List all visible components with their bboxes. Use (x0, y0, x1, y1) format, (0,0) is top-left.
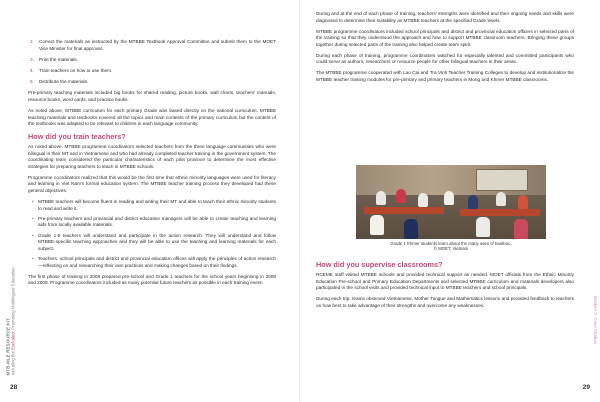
page-number-left: 28 (10, 384, 18, 391)
step-item: 4. Train teachers on how to use them. (30, 67, 113, 73)
bullet-item: • Pre-primary teachers and provincial and district education managers will be able to create teaching and learning aids from locally available materials. (34, 216, 276, 229)
bullet-item: • Grade 1-5 teachers will understand and participate in the action research. They will understand and follow MTBBE-specific teaching approaches and they will be able to use the teaching and learning materials for each subject. (34, 233, 276, 253)
objectives-bullet-list (28, 199, 276, 269)
section-heading-train-teachers: How did you train teachers? (28, 132, 126, 142)
right-running-title: Booklet 3: Case Studies (593, 296, 598, 345)
body-paragraph: MTBBE programme coordinators included school principals and district and provincial education officers in selected parts of the training so that they understood the approach and how to support MTBBE classroom teachers. Bringing these groups together during selected parts of the training also helped create team spirit. (316, 28, 574, 47)
classroom-photo (356, 165, 546, 239)
body-paragraph: Pre-primary teaching materials included big books for shared reading, picture books, wall charts, teachers' manuals, resource books, word cards, and practice books. (28, 90, 276, 102)
left-running-title (2, 247, 16, 375)
resource-kit-title: MTB-MLE RESOURCE KIT (5, 317, 11, 375)
body-paragraph: As noted above, MTBBE curriculum for each primary Grade was based directly on the national curriculum. MTBBE teaching materials and textbooks covered all the topics and main contents of the primary curriculum but the content of the textbooks was adapted to be relevant to children in each language community. (28, 107, 276, 127)
body-paragraph: The MTBBE programme cooperated with Lao Cai and Tra Vinh Teacher Training Colleges to develop and institutionalize the MTBBE teacher training modules for pre-primary and primary teachers in Mong and Khmer MTBBE classrooms. (316, 70, 574, 82)
photo-credit: © MOET, Vietnam (433, 246, 469, 252)
body-paragraph: During each trip, teams observed Vietnamese, Mother Tongue and Mathematics lessons and provided feedback to teachers on how best to take advantage of their strengths and overcome any weaknesses. (316, 296, 574, 308)
step-item: 5. Distribute the materials. (30, 79, 89, 85)
resource-kit-subtitle: Including the Excluded: Promoting Multilingual Education (10, 266, 16, 375)
body-paragraph: RCEME staff visited MTBBE schools and provided technical support as needed. MOET officials from the Ethnic Minority Education Pre-school and Primary Education Departments and selected MTBBE curriculum and materials developers also participated in the school visits and provided technical input to MTBBE teachers and school principals. (316, 272, 574, 291)
step-item: 2. Correct the materials as instructed by the MTBBE Textbook Approval Committee and submit them to the MOET Vice Minister for final approval. (30, 39, 276, 51)
process-steps-list (28, 39, 276, 86)
step-item: 3. Print the materials. (30, 56, 79, 62)
bullet-item: • Teachers, school principals and district and provincial education offices will apply the principles of action research—reflecting on and researching their own practices and making changes based on their findings. (34, 256, 276, 269)
bullet-item: • MTBBE teachers will become fluent in reading and writing their MT and able to teach their ethnic minority students to read and write it. (34, 199, 276, 212)
left-column (28, 39, 276, 291)
body-paragraph: The first phase of training in 2008 prepared pre-school and Grade 1 teachers for the school years beginning in 2008 and 2009. Programme coordinators included as many potential future teachers as possible in each training event. (28, 273, 276, 286)
page-number-right: 29 (582, 384, 590, 391)
body-paragraph: Programme coordinators realized that this would be the first time that ethnic minority languages were used for literacy and learning in Viet Nam's formal education system. The MTBBE teacher training process they developed had these general objectives: (28, 174, 276, 194)
body-paragraph: During and at the end of each phase of training, teachers' strengths were identified and their ongoing needs and skills were diagnosed to determine their suitability as MTBBE teachers at the specified Grade levels. (316, 11, 574, 23)
right-page (300, 0, 600, 402)
right-column-top (316, 11, 574, 88)
photo-caption: Grade 1 Khmer students learn about the many uses of bamboo. © MOET, Vietnam (356, 241, 546, 252)
body-paragraph: During each phase of training, programme coordinators watched for especially talented and committed participants who could serve as authors, researchers or resource people for other bilingual teachers in their areas. (316, 52, 574, 65)
section-heading-supervise-classrooms: How did you supervise classrooms? (316, 260, 443, 269)
right-column-bottom (316, 256, 574, 314)
body-paragraph: As noted above, MTBBE programme coordinators selected teachers from the three language communities who were bilingual in their MT and in Vietnamese and who had already completed teacher training in the government system. The coordinating team considered the particular characteristics of each pilot province to determine the most effective strategies for preparing teachers to teach in MTBBE schools. (28, 144, 276, 169)
